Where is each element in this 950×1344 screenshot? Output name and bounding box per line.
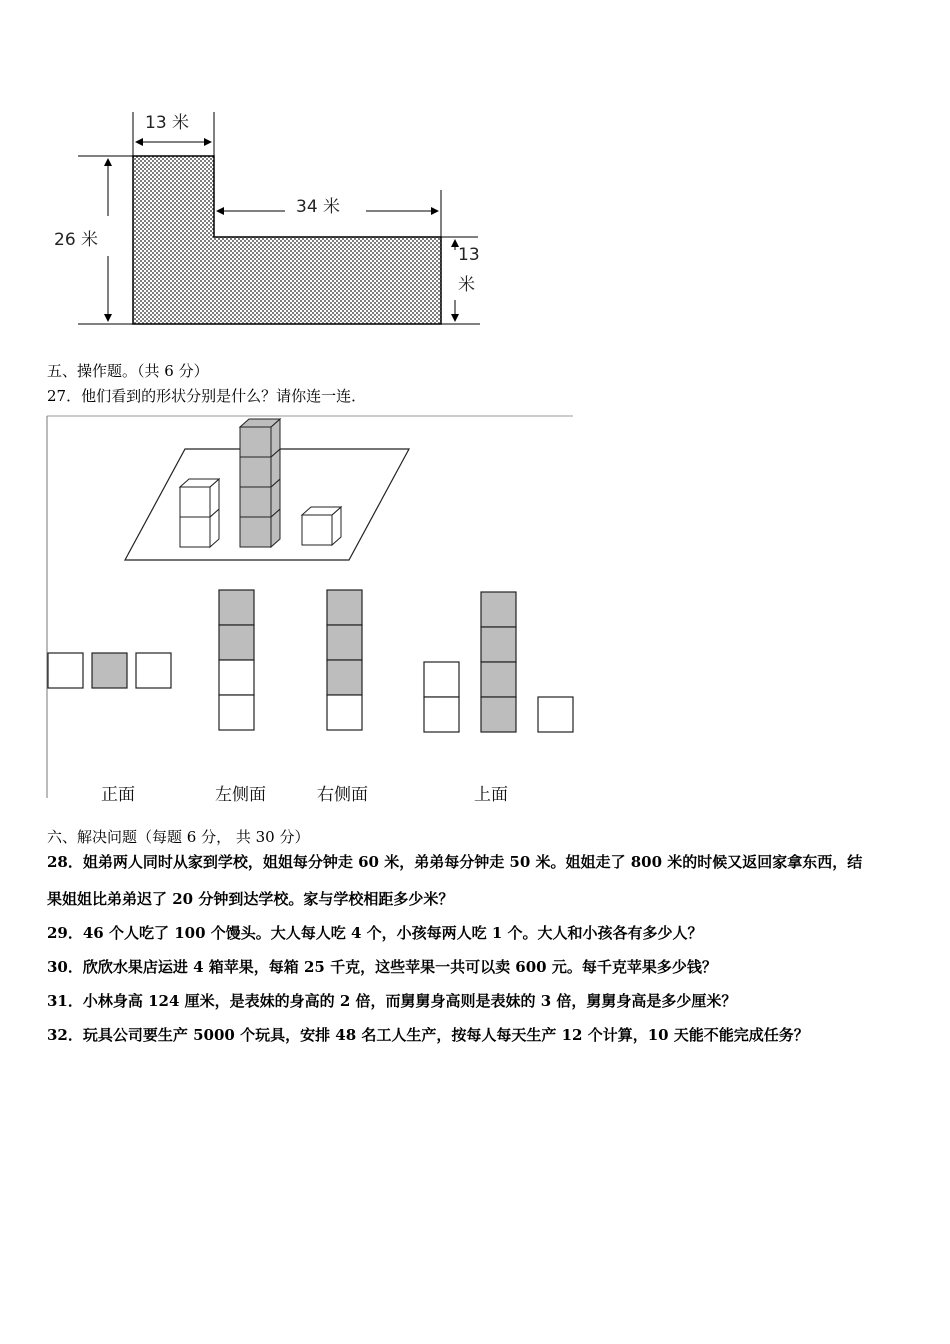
- view-label-top: 上面: [474, 785, 508, 805]
- view-label-left: 左侧面: [215, 785, 266, 805]
- right-height-label-2: 米: [458, 275, 475, 295]
- section5-heading: 五、操作题。（共 6 分）: [47, 362, 209, 380]
- view-label-right: 右侧面: [317, 785, 368, 805]
- question-29: 29．46 个人吃了 100 个馒头。大人每人吃 4 个，小孩每两人吃 1 个。大人和小孩各有多少人？: [47, 924, 703, 942]
- view-label-front: 正面: [101, 785, 135, 805]
- right-height-label-1: 13: [458, 245, 480, 265]
- top-width-label: 13 米: [145, 113, 190, 133]
- section6-heading: 六、解决问题（每题 6 分， 共 30 分）: [47, 828, 310, 846]
- left-height-label: 26 米: [54, 230, 99, 250]
- question-28-line1: 28．姐弟两人同时从家到学校，姐姐每分钟走 60 米，弟弟每分钟走 50 米。姐姐走了 800 米的时候又返回家拿东西，结: [47, 853, 863, 871]
- question-28-line2: 果姐姐比弟弟迟了 20 分钟到达学校。家与学校相距多少米？: [47, 890, 454, 908]
- question-32: 32．玩具公司要生产 5000 个玩具，安排 48 名工人生产，按每人每天生产 12 个计算，10 天能不能完成任务？: [47, 1026, 809, 1044]
- view-option-front: [48, 653, 171, 688]
- view-option-top: [424, 592, 573, 732]
- view-option-left: [219, 590, 254, 730]
- question-31: 31．小林身高 124 厘米，是表妹的身高的 2 倍，而舅舅身高则是表妹的 3 倍，舅舅身高是多少厘米？: [47, 992, 737, 1010]
- question-27: 27．他们看到的形状分别是什么？请你连一连．: [47, 387, 367, 405]
- question-30: 30．欣欣水果店运进 4 箱苹果，每箱 25 千克，这些苹果一共可以卖 600 元。每千克苹果多少钱？: [47, 958, 717, 976]
- view-option-right: [327, 590, 362, 730]
- right-length-label: 34 米: [296, 197, 341, 217]
